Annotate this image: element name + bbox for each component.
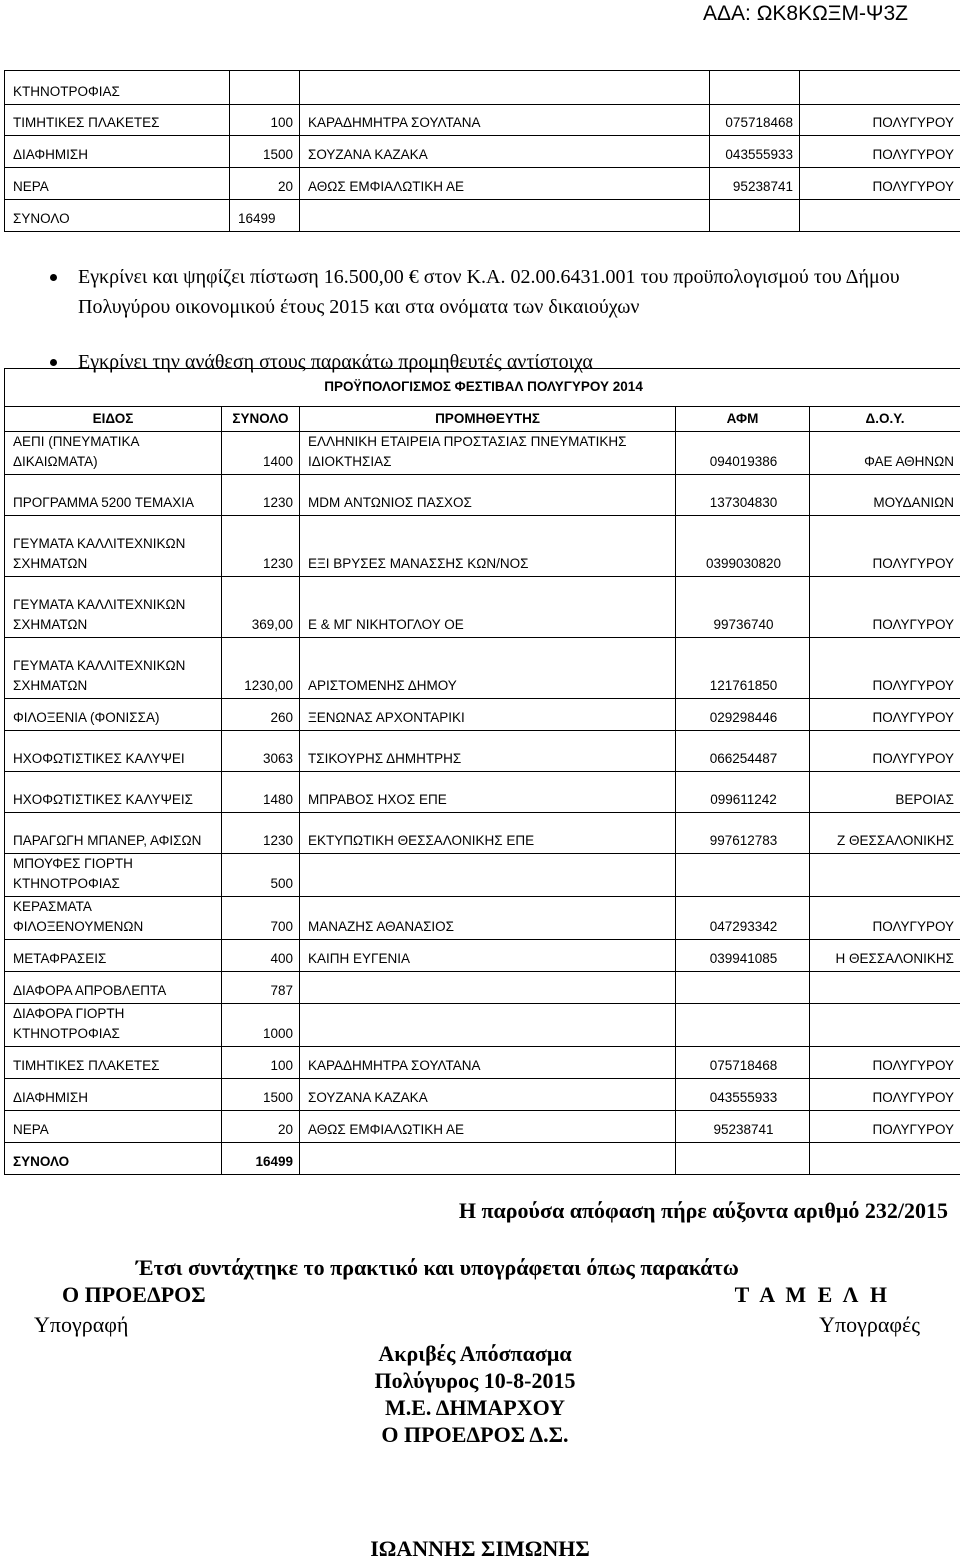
cell-item: ΦΙΛΟΞΕΝΙΑ (ΦΟΝΙΣΣΑ) [5, 699, 222, 731]
cell-amount: 100 [222, 1047, 300, 1079]
president-label: Ο ΠΡΟΕΔΡΟΣ [62, 1282, 206, 1307]
cell-supplier: ΚΑΡΑΔΗΜΗΤΡΑ ΣΟΥΛΤΑΝΑ [300, 105, 710, 136]
cell-doy [810, 1004, 960, 1047]
cell-item: ΠΡΟΓΡΑΜΜΑ 5200 ΤΕΜΑΧΙΑ [5, 475, 222, 516]
cell-doy [810, 1143, 960, 1175]
table-row [5, 432, 960, 475]
table-row [5, 200, 960, 232]
decision-number: Η παρούσα απόφαση πήρε αύξοντα αριθμό 232/2015 [458, 1198, 948, 1223]
cell-item: ΤΙΜΗΤΙΚΕΣ ΠΛΑΚΕΤΕΣ [5, 1047, 222, 1079]
cell-afm: 075718468 [676, 1047, 810, 1079]
cell-amount: 369,00 [222, 577, 300, 638]
table-row [5, 516, 960, 577]
cell-afm [676, 854, 810, 897]
cell-amount: 20 [230, 168, 300, 200]
cell-doy: ΠΟΛΥΓΥΡΟΥ [810, 516, 960, 577]
header-item: ΕΙΔΟΣ [5, 407, 222, 432]
table-row [5, 972, 960, 1004]
cell-supplier [300, 972, 676, 1004]
cell-doy: Ζ ΘΕΣΣΑΛΟΝΙΚΗΣ [810, 813, 960, 854]
cell-item: ΔΙΑΦΗΜΙΣΗ [5, 1079, 222, 1111]
column-header-row [5, 407, 960, 432]
cell-amount: 3063 [222, 731, 300, 772]
cell-amount: 500 [222, 854, 300, 897]
cell-item: ΣΥΝΟΛΟ [5, 1143, 222, 1175]
cell-item: ΝΕΡΑ [5, 168, 230, 200]
cell-doy [800, 71, 960, 105]
cell-amount: 1230 [222, 475, 300, 516]
cell-item: ΠΑΡΑΓΩΓΗ ΜΠΑΝΕΡ, ΑΦΙΣΩΝ [5, 813, 222, 854]
cell-doy [810, 854, 960, 897]
cell-supplier: ΑΘΩΣ ΕΜΦΙΑΛΩΤΙΚΗ ΑΕ [300, 1111, 676, 1143]
cell-afm: 997612783 [676, 813, 810, 854]
place-date: Πολύγυρος 10-8-2015 [374, 1368, 576, 1393]
cell-supplier: ΕΞΙ ΒΡΥΣΕΣ ΜΑΝΑΣΣΗΣ ΚΩΝ/ΝΟΣ [300, 516, 676, 577]
cell-afm: 121761850 [676, 638, 810, 699]
cell-doy [800, 200, 960, 232]
cell-supplier: ΣΟΥΖΑΝΑ ΚΑΖΑΚΑ [300, 136, 710, 168]
cell-supplier [300, 854, 676, 897]
cell-item: ΚΤΗΝΟΤΡΟΦΙΑΣ [5, 71, 230, 105]
cell-doy: ΦΑΕ ΑΘΗΝΩΝ [810, 432, 960, 475]
drawn-up-text: Έτσι συντάχτηκε το πρακτικό και υπογράφεται όπως παρακάτω [136, 1255, 739, 1280]
cell-amount [230, 71, 300, 105]
cell-afm: 075718468 [710, 105, 800, 136]
cell-doy: ΠΟΛΥΓΥΡΟΥ [810, 1111, 960, 1143]
table-row [5, 1004, 960, 1047]
top-budget-table [4, 70, 960, 232]
table-row [5, 577, 960, 638]
cell-doy: ΠΟΛΥΓΥΡΟΥ [810, 731, 960, 772]
cell-amount: 1230,00 [222, 638, 300, 699]
signature-left: Υπογραφή [34, 1312, 129, 1337]
bullet-credit-text: Εγκρίνει και ψηφίζει πίστωση 16.500,00 € στον Κ.Α. 02.00.6431.001 του προϋπολογισμού του Δήμου Πολυγύρου οικονομικού έτους 2015 και στα ονόματα των δικαιούχων [78, 266, 900, 318]
cell-supplier: ΑΘΩΣ ΕΜΦΙΑΛΩΤΙΚΗ ΑΕ [300, 168, 710, 200]
cell-doy: ΠΟΛΥΓΥΡΟΥ [810, 1047, 960, 1079]
signature-right: Υπογραφές [819, 1312, 920, 1337]
cell-supplier [300, 1143, 676, 1175]
cell-supplier: ΣΟΥΖΑΝΑ ΚΑΖΑΚΑ [300, 1079, 676, 1111]
cell-doy: ΠΟΛΥΓΥΡΟΥ [800, 105, 960, 136]
table-row [5, 168, 960, 200]
cell-supplier [300, 1004, 676, 1047]
cell-item: ΔΙΑΦΟΡΑ ΑΠΡΟΒΛΕΠΤΑ [5, 972, 222, 1004]
table-row [5, 940, 960, 972]
cell-doy: ΠΟΛΥΓΥΡΟΥ [800, 136, 960, 168]
cell-supplier: ΕΚΤΥΠΩΤΙΚΗ ΘΕΣΣΑΛΟΝΙΚΗΣ ΕΠΕ [300, 813, 676, 854]
members-label: Τ Α Μ Ε Λ Η [734, 1282, 890, 1307]
cell-afm [710, 200, 800, 232]
table-title: ΠΡΟΫΠΟΛΟΓΙΣΜΟΣ ΦΕΣΤΙΒΑΛ ΠΟΛΥΓΥΡΟΥ 2014 [5, 369, 960, 407]
cell-afm: 047293342 [676, 897, 810, 940]
cell-amount: 700 [222, 897, 300, 940]
table-row [5, 105, 960, 136]
cell-supplier: Ε & ΜΓ ΝΙΚΗΤΟΓΛΟΥ ΟΕ [300, 577, 676, 638]
cell-item: ΜΕΤΑΦΡΑΣΕΙΣ [5, 940, 222, 972]
cell-supplier: ΤΣΙΚΟΥΡΗΣ ΔΗΜΗΤΡΗΣ [300, 731, 676, 772]
cell-doy: ΠΟΛΥΓΥΡΟΥ [810, 638, 960, 699]
decision-bullets [30, 262, 950, 377]
cell-amount: 787 [222, 972, 300, 1004]
cell-amount: 20 [222, 1111, 300, 1143]
cell-item: ΜΠΟΥΦΕΣ ΓΙΟΡΤΗ ΚΤΗΝΟΤΡΟΦΙΑΣ [5, 854, 222, 897]
table-row [5, 475, 960, 516]
bullet-assignment-text: Εγκρίνει την ανάθεση στους παρακάτω προμηθευτές αντίστοιχα [78, 351, 593, 373]
bullet-icon [50, 359, 57, 366]
cell-afm: 137304830 [676, 475, 810, 516]
cell-supplier: ΚΑΙΠΗ ΕΥΓΕΝΙΑ [300, 940, 676, 972]
cell-item: ΔΙΑΦΟΡΑ ΓΙΟΡΤΗ ΚΤΗΝΟΤΡΟΦΙΑΣ [5, 1004, 222, 1047]
cell-doy: ΠΟΛΥΓΥΡΟΥ [800, 168, 960, 200]
cell-doy: Η ΘΕΣΣΑΛΟΝΙΚΗΣ [810, 940, 960, 972]
cell-afm: 95238741 [710, 168, 800, 200]
cell-item: ΗΧΟΦΩΤΙΣΤΙΚΕΣ ΚΑΛΥΨΕΙΣ [5, 772, 222, 813]
cell-item: ΚΕΡΑΣΜΑΤΑ ΦΙΛΟΞΕΝΟΥΜΕΝΩΝ [5, 897, 222, 940]
ada-header: ΑΔΑ: ΩΚ8ΚΩΞΜ-Ψ3Ζ [703, 2, 908, 25]
cell-doy: ΠΟΛΥΓΥΡΟΥ [810, 699, 960, 731]
table-row [5, 813, 960, 854]
cell-supplier [300, 71, 710, 105]
cell-item: ΓΕΥΜΑΤΑ ΚΑΛΛΙΤΕΧΝΙΚΩΝ ΣΧΗΜΑΤΩΝ [5, 638, 222, 699]
header-doy: Δ.Ο.Υ. [810, 407, 960, 432]
cell-afm: 043555933 [710, 136, 800, 168]
cell-amount: 16499 [230, 200, 300, 232]
table-row [5, 1079, 960, 1111]
festival-budget-table [4, 368, 960, 1175]
cell-afm: 039941085 [676, 940, 810, 972]
header-afm: ΑΦΜ [676, 407, 810, 432]
table-row [5, 1047, 960, 1079]
cell-doy [810, 972, 960, 1004]
cell-amount: 16499 [222, 1143, 300, 1175]
cell-doy: ΠΟΛΥΓΥΡΟΥ [810, 897, 960, 940]
cell-doy: ΠΟΛΥΓΥΡΟΥ [810, 1079, 960, 1111]
table-row [5, 1111, 960, 1143]
cell-amount: 1500 [222, 1079, 300, 1111]
table-row [5, 897, 960, 940]
cell-amount: 1000 [222, 1004, 300, 1047]
cell-supplier: ΜΠΡΑΒΟΣ ΗΧΟΣ ΕΠΕ [300, 772, 676, 813]
table-row [5, 136, 960, 168]
certified-copy: Ακριβές Απόσπασμα [378, 1341, 572, 1366]
cell-supplier: ΜΑΝΑΖΗΣ ΑΘΑΝΑΣΙΟΣ [300, 897, 676, 940]
cell-amount: 260 [222, 699, 300, 731]
cell-amount: 1230 [222, 516, 300, 577]
cell-supplier: MDM ΑΝΤΩΝΙΟΣ ΠΑΣΧΟΣ [300, 475, 676, 516]
table-row [5, 1143, 960, 1175]
bullet-icon [50, 274, 57, 281]
cell-afm [676, 1143, 810, 1175]
header-supplier: ΠΡΟΜΗΘΕΥΤΗΣ [300, 407, 676, 432]
cell-supplier [300, 200, 710, 232]
cell-amount: 400 [222, 940, 300, 972]
cell-afm: 094019386 [676, 432, 810, 475]
cell-afm: 0399030820 [676, 516, 810, 577]
cell-afm [676, 1004, 810, 1047]
bullet-credit [30, 262, 950, 322]
table-title-row [5, 369, 960, 407]
table-row [5, 854, 960, 897]
cell-afm: 066254487 [676, 731, 810, 772]
cell-supplier: ΞΕΝΩΝΑΣ ΑΡΧΟΝΤΑΡΙΚΙ [300, 699, 676, 731]
table-row [5, 638, 960, 699]
cell-afm: 043555933 [676, 1079, 810, 1111]
cell-supplier: ΕΛΛΗΝΙΚΗ ΕΤΑΙΡΕΙΑ ΠΡΟΣΤΑΣΙΑΣ ΠΝΕΥΜΑΤΙΚΗΣ ΙΔΙΟΚΤΗΣΙΑΣ [300, 432, 676, 475]
cell-amount: 1230 [222, 813, 300, 854]
cell-item: ΓΕΥΜΑΤΑ ΚΑΛΛΙΤΕΧΝΙΚΩΝ ΣΧΗΜΑΤΩΝ [5, 577, 222, 638]
signer-name: ΙΩΑΝΝΗΣ ΣΙΜΩΝΗΣ [370, 1536, 590, 1561]
council-president: Ο ΠΡΟΕΔΡΟΣ Δ.Σ. [381, 1422, 569, 1447]
cell-item: ΗΧΟΦΩΤΙΣΤΙΚΕΣ ΚΑΛΥΨΕΙ [5, 731, 222, 772]
cell-doy: ΒΕΡΟΙΑΣ [810, 772, 960, 813]
cell-doy: ΜΟΥΔΑΝΙΩΝ [810, 475, 960, 516]
cell-supplier: ΚΑΡΑΔΗΜΗΤΡΑ ΣΟΥΛΤΑΝΑ [300, 1047, 676, 1079]
cell-item: ΤΙΜΗΤΙΚΕΣ ΠΛΑΚΕΤΕΣ [5, 105, 230, 136]
cell-amount: 100 [230, 105, 300, 136]
certification-block [0, 1340, 960, 1448]
on-behalf: Μ.Ε. ΔΗΜΑΡΧΟΥ [384, 1395, 566, 1420]
table-row [5, 71, 960, 105]
cell-amount: 1480 [222, 772, 300, 813]
cell-afm [676, 972, 810, 1004]
header-amount: ΣΥΝΟΛΟ [222, 407, 300, 432]
cell-amount: 1400 [222, 432, 300, 475]
cell-afm: 95238741 [676, 1111, 810, 1143]
cell-item: ΔΙΑΦΗΜΙΣΗ [5, 136, 230, 168]
table-row [5, 699, 960, 731]
cell-afm: 029298446 [676, 699, 810, 731]
cell-supplier: ΑΡΙΣΤΟΜΕΝΗΣ ΔΗΜΟΥ [300, 638, 676, 699]
cell-item: ΝΕΡΑ [5, 1111, 222, 1143]
cell-afm: 99736740 [676, 577, 810, 638]
table-row [5, 772, 960, 813]
cell-doy: ΠΟΛΥΓΥΡΟΥ [810, 577, 960, 638]
cell-item: ΣΥΝΟΛΟ [5, 200, 230, 232]
cell-amount: 1500 [230, 136, 300, 168]
table-row [5, 731, 960, 772]
cell-item: ΓΕΥΜΑΤΑ ΚΑΛΛΙΤΕΧΝΙΚΩΝ ΣΧΗΜΑΤΩΝ [5, 516, 222, 577]
cell-afm: 099611242 [676, 772, 810, 813]
cell-afm [710, 71, 800, 105]
cell-item: ΑΕΠΙ (ΠΝΕΥΜΑΤΙΚΑ ΔΙΚΑΙΩΜΑΤΑ) [5, 432, 222, 475]
